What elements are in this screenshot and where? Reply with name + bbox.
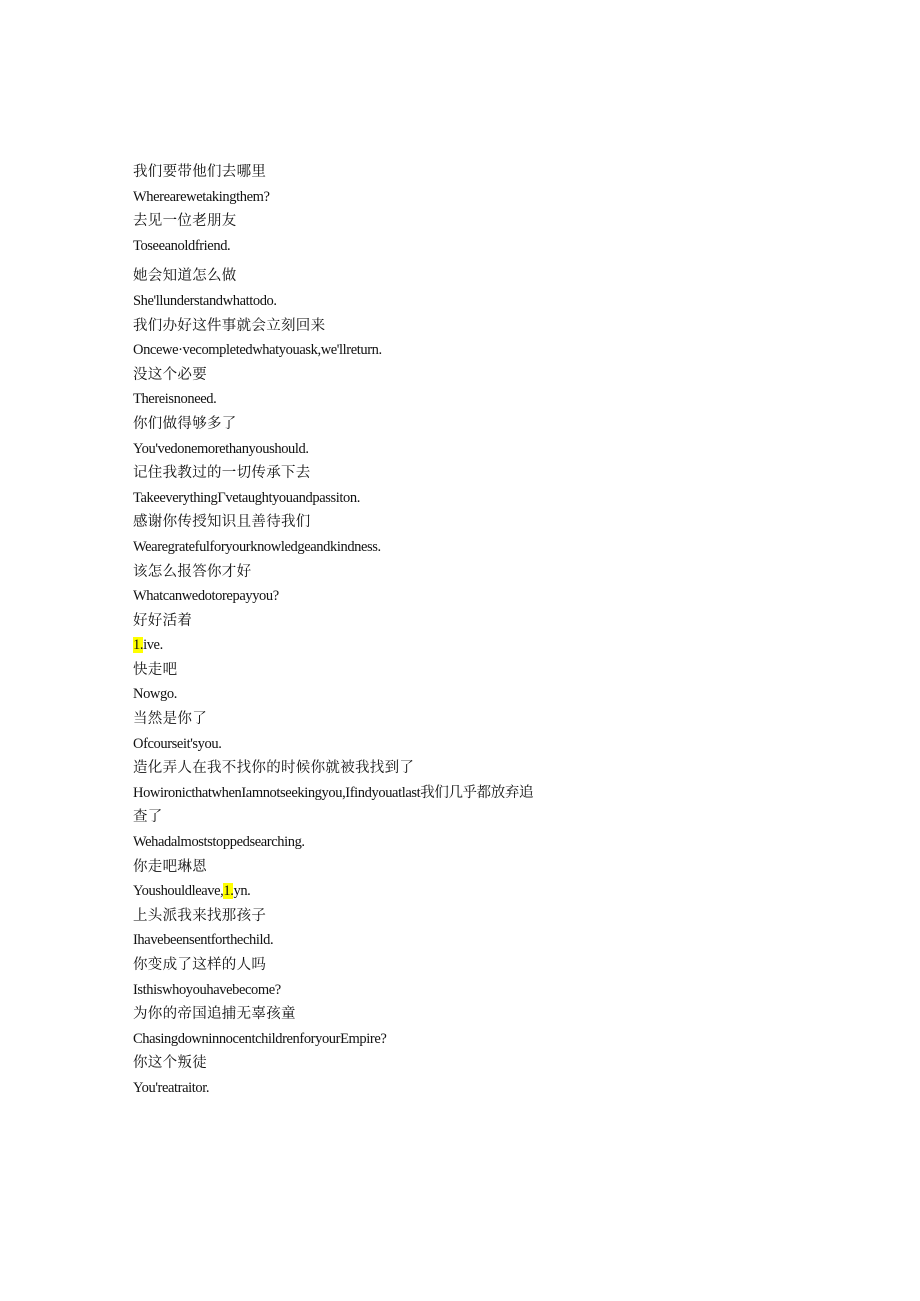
english-subtitle-line: Ihavebeensentforthechild. — [133, 932, 274, 949]
chinese-subtitle-line: 她会知道怎么做 — [133, 268, 237, 285]
line-text: ive. — [143, 637, 163, 654]
chinese-subtitle-line: 快走吧 — [133, 661, 178, 678]
english-subtitle-line: Ofcourseit'syou. — [133, 735, 222, 752]
chinese-subtitle-line: 我们办好这件事就会立刻回来 — [133, 317, 326, 334]
chinese-subtitle-line: 记住我教过的一切传承下去 — [133, 465, 311, 482]
english-subtitle-line: Wearegratefulforyourknowledgeandkindness. — [133, 538, 381, 555]
english-subtitle-line: Wherearewetakingthem? — [133, 188, 270, 205]
highlighted-text: 1. — [223, 883, 234, 900]
chinese-subtitle-line: 当然是你了 — [133, 711, 207, 728]
english-subtitle-line: Isthiswhoyouhavebecome? — [133, 981, 281, 998]
english-subtitle-line: Thereisnoneed. — [133, 391, 217, 408]
chinese-subtitle-line: 上头派我来找那孩子 — [133, 907, 267, 924]
english-subtitle-line: Oncewe·vecompletedwhatyouask,we'llreturn. — [133, 342, 382, 359]
chinese-subtitle-line: 造化弄人在我不找你的时候你就被我找到了 — [133, 760, 415, 777]
english-subtitle-line — [133, 879, 873, 904]
chinese-subtitle-line: 没这个必要 — [133, 366, 207, 383]
english-subtitle-line: Wehadalmoststoppedsearching. — [133, 834, 305, 851]
chinese-subtitle-line: 该怎么报答你才好 — [133, 563, 252, 580]
chinese-subtitle-line: 我们要带他们去哪里 — [133, 164, 267, 180]
chinese-subtitle-line: 感谢你传授知识且善待我们 — [133, 514, 311, 531]
subtitle-document — [133, 160, 873, 1101]
chinese-subtitle-line: 去见一位老朋友 — [133, 213, 237, 230]
highlighted-text: 1. — [133, 637, 144, 654]
english-subtitle-line: She'llunderstandwhattodo. — [133, 292, 277, 309]
chinese-subtitle-line: 你变成了这样的人吗 — [133, 957, 267, 973]
english-subtitle-line: Nowgo. — [133, 686, 177, 703]
chinese-subtitle-line: 好好活着 — [133, 612, 193, 629]
chinese-subtitle-line: 你们做得够多了 — [133, 415, 237, 432]
english-subtitle-line: You'reatraitor. — [133, 1079, 210, 1096]
english-subtitle-line: Whatcanwedotorepayyou? — [133, 588, 279, 605]
english-subtitle-line: TakeeverythingΓvetaughtyouandpassiton. — [133, 489, 360, 506]
chinese-subtitle-line: 你走吧琳恩 — [133, 858, 207, 875]
english-subtitle-line — [133, 633, 873, 658]
english-subtitle-line: You'vedonemorethanyoushould. — [133, 440, 309, 457]
line-text: Youshouldleave, — [133, 883, 224, 900]
line-text: yn. — [233, 883, 251, 900]
chinese-subtitle-line: 为你的帝国追捕无辜孩童 — [133, 1006, 296, 1023]
chinese-subtitle-line: 你这个叛徒 — [133, 1055, 207, 1072]
english-subtitle-line: ChasingdowninnocentchildrenforyourEmpire? — [133, 1030, 387, 1047]
english-subtitle-line: HowironicthatwhenIamnotseekingyou,Ifindyouatlast我们几乎都放弃追 — [133, 784, 534, 801]
english-subtitle-line: Toseeanoldfriend. — [133, 237, 231, 254]
chinese-subtitle-line: 查了 — [133, 809, 163, 826]
